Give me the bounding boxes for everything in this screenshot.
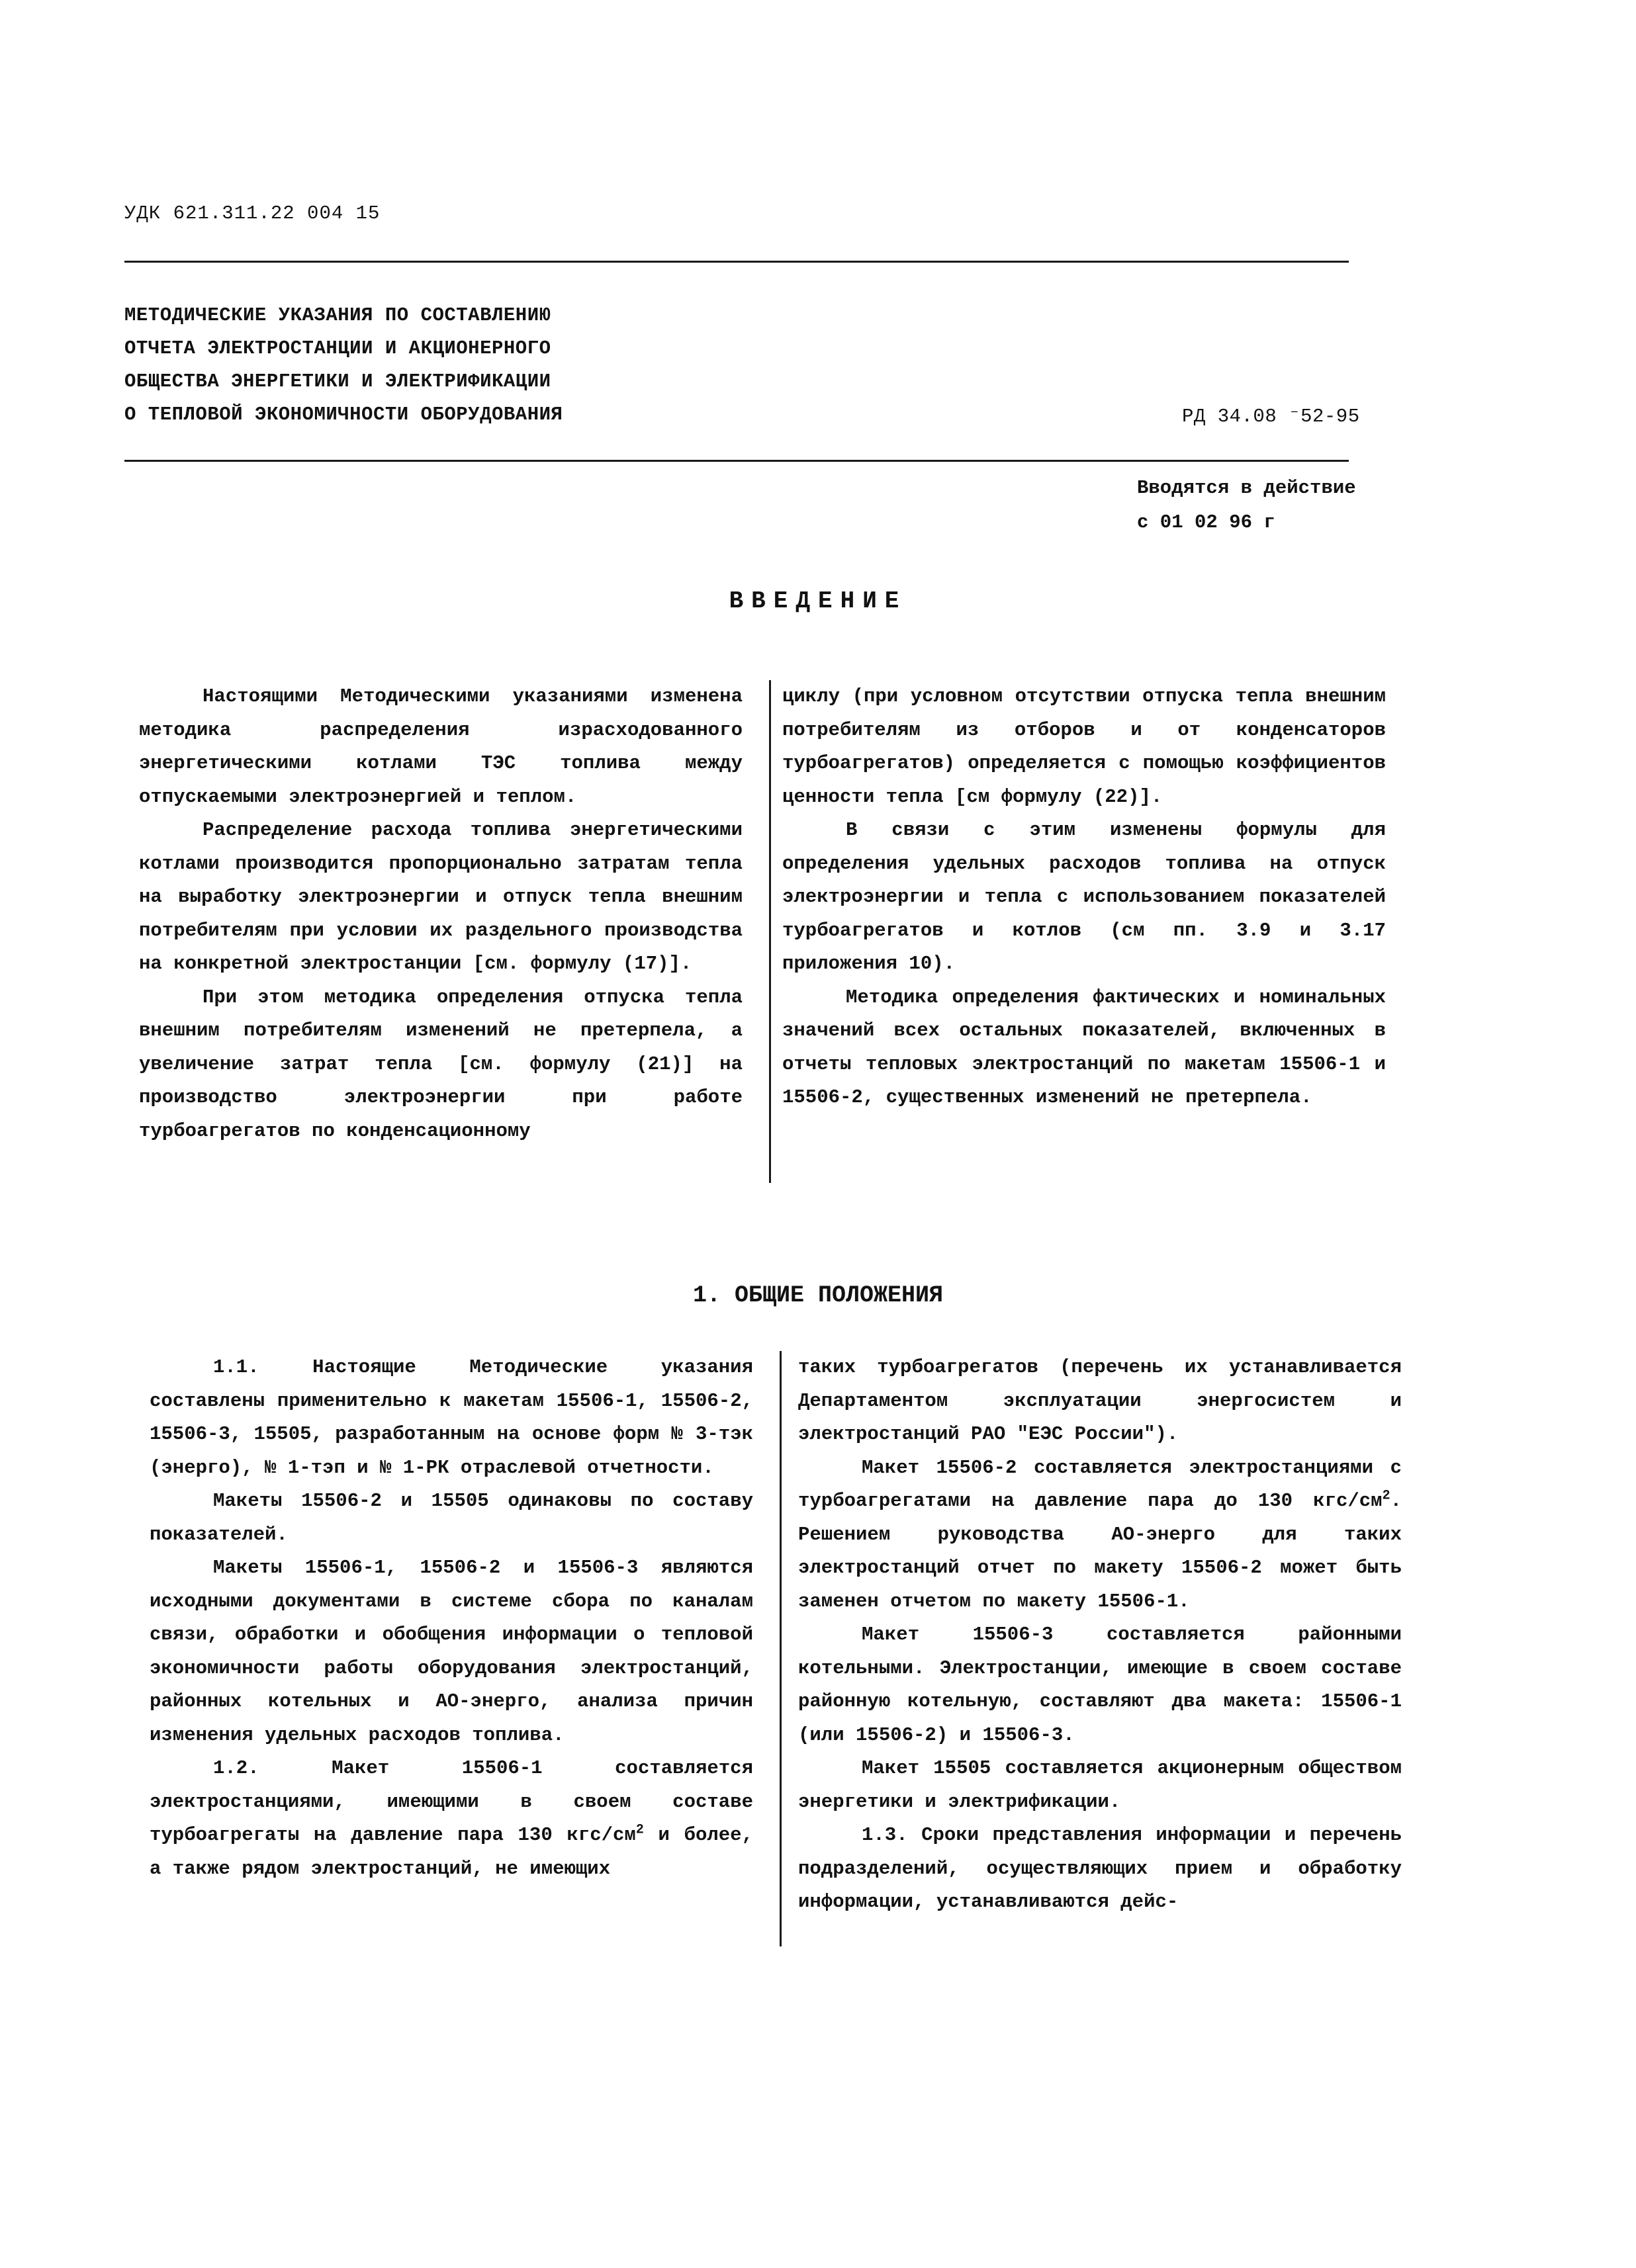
sec1-right-paragraph-2 — [798, 1452, 1402, 1619]
sec1-right-p2-tail: . Решением руководства АО-энерго для таких электростанций отчет по макету 15506-2 может быть заменен отчетом по макету 15506-1. — [798, 1490, 1402, 1612]
section-1-column-divider — [780, 1351, 782, 1946]
section-1-heading: 1. ОБЩИЕ ПОЛОЖЕНИЯ — [692, 1282, 944, 1309]
effective-date — [1137, 471, 1356, 540]
title-line-2: ОТЧЕТА ЭЛЕКТРОСТАНЦИИ И АКЦИОНЕРНОГО — [124, 337, 551, 359]
effective-date-line-2: с 01 02 96 г — [1137, 511, 1275, 533]
section-1-left-column — [150, 1351, 753, 1886]
intro-left-paragraph-1: Настоящими Методическими указаниями изменена методика распределения израсходованного энергетическими котлами ТЭС топлива между отпускаемыми электроэнергией и теплом. — [139, 685, 743, 808]
sec1-p12-tail: и более, а также рядом электростанций, не имеющих — [150, 1824, 753, 1880]
sec1-right-paragraph-5: 1.3. Сроки представления информации и перечень подразделений, осуществляющих прием и обработку информации, устанавливаются дейс- — [798, 1824, 1402, 1913]
title-line-3: ОБЩЕСТВА ЭНЕРГЕТИКИ И ЭЛЕКТРИФИКАЦИИ — [124, 371, 551, 392]
title-line-1: МЕТОДИЧЕСКИЕ УКАЗАНИЯ ПО СОСТАВЛЕНИЮ — [124, 304, 551, 326]
intro-left-paragraph-3: При этом методика определения отпуска тепла внешним потребителям изменений не претерпела, а увеличение затрат тепла [см. формулу (21)] на производство электроэнергии при работе турбоагрегатов по конденсационному — [139, 986, 743, 1142]
effective-date-line-1: Вводятся в действие — [1137, 477, 1356, 499]
sec1-right-p2-text: Макет 15506-2 составляется электростанциями с турбоагрегатами на давление пара до 130 кгс/см — [798, 1456, 1402, 1512]
intro-left-paragraph-2: Распределение расхода топлива энергетическими котлами производится пропорционально затратам тепла на выработку электроэнергии и отпуск тепла внешним потребителям при условии их раздельного производства на конкретной электростанции [см. формулу (17)]. — [139, 819, 743, 975]
sec1-left-paragraph-1: 1.1. Настоящие Методические указания составлены применительно к макетам 15506-1, 15506-2, 15506-3, 15505, разработанным на основе форм № 3-тэк (энерго), № 1-тэп и № 1-РК отраслевой отчетности. — [150, 1356, 753, 1479]
udk-code: УДК 621.311.22 004 15 — [124, 202, 381, 224]
introduction-heading: ВВЕДЕНИЕ — [729, 588, 907, 615]
document-number: РД 34.08 ⁻52-95 — [1182, 406, 1360, 427]
header-bottom-rule — [124, 460, 1349, 462]
intro-right-paragraph-3: Методика определения фактических и номинальных значений всех остальных показателей, включенных в отчеты тепловых электростанций по макетам 15506-1 и 15506-2, существенных изменений не претерпела. — [782, 986, 1386, 1108]
sec1-p12-text: 1.2. Макет 15506-1 составляется электростанциями, имеющими в своем составе турбоагрегаты на давление пара 130 кгс/см — [150, 1757, 753, 1846]
sec1-left-paragraph-3: Макеты 15506-1, 15506-2 и 15506-3 являются исходными документами в системе сбора по каналам связи, обработки и обобщения информации о тепловой экономичности работы оборудования электростанций, районных котельных и АО-энерго, анализа причин изменения удельных расходов топлива. — [150, 1557, 753, 1746]
superscript-2: 2 — [635, 1822, 644, 1838]
sec1-left-paragraph-2: Макеты 15506-2 и 15505 одинаковы по составу показателей. — [150, 1490, 753, 1546]
header-top-rule — [124, 261, 1349, 263]
sec1-paragraph-1-2 — [150, 1752, 753, 1886]
introduction-right-column — [782, 680, 1386, 1115]
introduction-column-divider — [769, 680, 771, 1183]
sec1-right-paragraph-3: Макет 15506-3 составляется районными котельными. Электростанции, имеющие в своем составе районную котельную, составляют два макета: 15506-1 (или 15506-2) и 15506-3. — [798, 1624, 1402, 1746]
introduction-left-column — [139, 680, 743, 1148]
document-title — [124, 299, 563, 431]
section-1-right-column — [798, 1351, 1402, 1919]
superscript-2-right: 2 — [1382, 1488, 1390, 1504]
sec1-right-paragraph-4: Макет 15505 составляется акционерным обществом энергетики и электрификации. — [798, 1757, 1402, 1813]
title-line-4: О ТЕПЛОВОЙ ЭКОНОМИЧНОСТИ ОБОРУДОВАНИЯ — [124, 404, 563, 425]
intro-right-paragraph-2: В связи с этим изменены формулы для определения удельных расходов топлива на отпуск электроэнергии и тепла с использованием показателей турбоагрегатов и котлов (см пп. 3.9 и 3.17 приложения 10). — [782, 819, 1386, 975]
intro-right-paragraph-1: циклу (при условном отсутствии отпуска тепла внешним потребителям из отборов и от конденсаторов турбоагрегатов) определяется с помощью коэффициентов ценности тепла [см формулу (22)]. — [782, 685, 1386, 808]
sec1-right-paragraph-1: таких турбоагрегатов (перечень их устанавливается Департаментом эксплуатации энергосистем и электростанций РАО "ЕЭС России"). — [798, 1356, 1402, 1445]
